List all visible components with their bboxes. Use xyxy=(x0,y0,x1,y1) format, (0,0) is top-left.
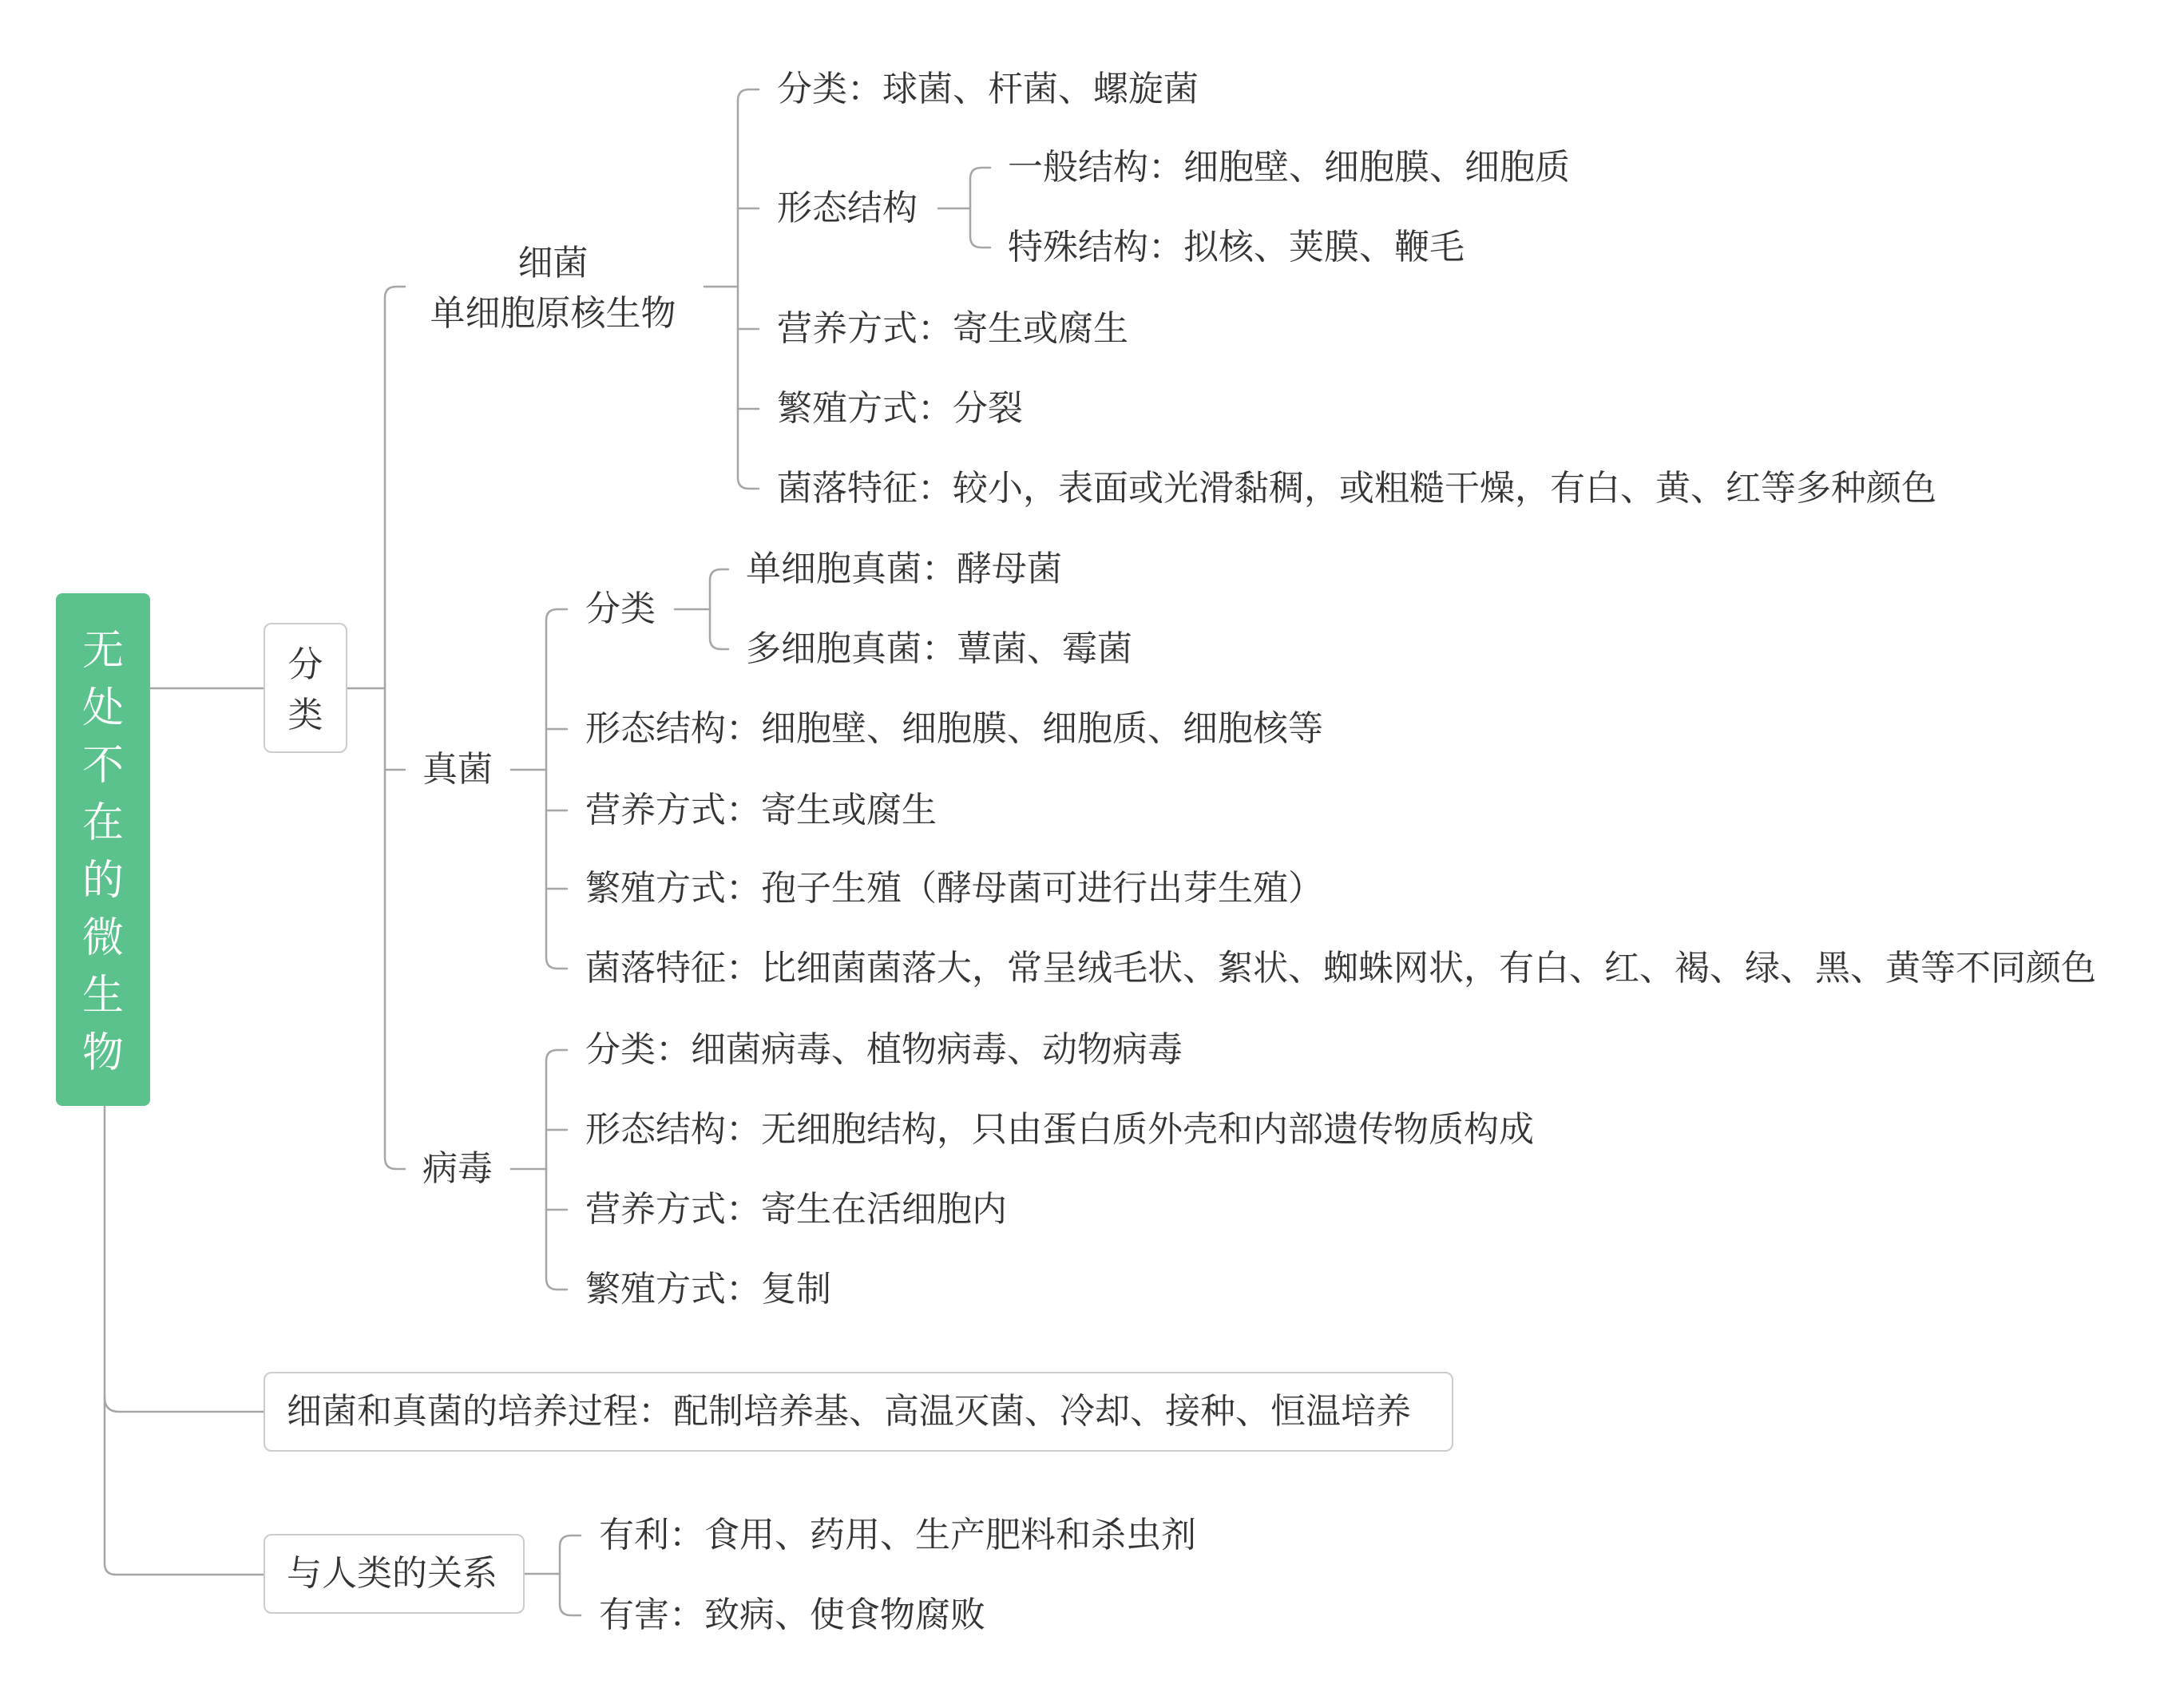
root-title: 无处不在的微生物 xyxy=(82,627,125,1077)
bracket-bacteria-structure xyxy=(970,168,990,248)
bacteria-subtitle: 单细胞原核生物 xyxy=(430,293,676,334)
virus-structure: 形态结构：无细胞结构，只由蛋白质外壳和内部遗传物质构成 xyxy=(585,1109,1534,1150)
fungi-reproduction: 繁殖方式：孢子生殖（酵母菌可进行出芽生殖） xyxy=(585,868,1323,909)
bacteria-colony: 菌落特征：较小，表面或光滑黏稠，或粗糙干燥，有白、黄、红等多种颜色 xyxy=(777,468,1936,509)
relation-harm: 有害：致病、使食物腐败 xyxy=(599,1595,985,1635)
virus-nutrition: 营养方式：寄生在活细胞内 xyxy=(585,1189,1007,1230)
bracket-classification xyxy=(385,287,405,1169)
classification-node xyxy=(264,623,347,753)
fungi-multicellular: 多细胞真菌：蕈菌、霉菌 xyxy=(746,628,1132,669)
fungi-classification-label: 分类 xyxy=(585,588,656,629)
relation-label: 与人类的关系 xyxy=(287,1553,497,1594)
fungi-nutrition: 营养方式：寄生或腐生 xyxy=(585,790,937,830)
fungi-structure: 形态结构：细胞壁、细胞膜、细胞质、细胞核等 xyxy=(585,708,1323,749)
connector-root-culture xyxy=(105,1397,264,1412)
relation-benefit: 有利：食用、药用、生产肥料和杀虫剂 xyxy=(599,1515,1196,1555)
bacteria-structure-label: 形态结构 xyxy=(777,188,918,228)
virus-name: 病毒 xyxy=(422,1148,493,1189)
bacteria-reproduction: 繁殖方式：分裂 xyxy=(777,388,1023,429)
bracket-fungi-classification xyxy=(710,569,728,649)
virus-reproduction: 繁殖方式：复制 xyxy=(585,1269,831,1310)
bacteria-structure-special: 特殊结构：拟核、荚膜、鞭毛 xyxy=(1008,227,1465,267)
bacteria-structure-general: 一般结构：细胞壁、细胞膜、细胞质 xyxy=(1008,147,1570,188)
root-node xyxy=(56,593,150,1106)
culture-node xyxy=(264,1372,1453,1452)
virus-classification: 分类：细菌病毒、植物病毒、动物病毒 xyxy=(585,1029,1183,1070)
bracket-fungi xyxy=(546,609,567,969)
relation-node xyxy=(264,1534,525,1614)
culture-text: 细菌和真菌的培养过程：配制培养基、高温灭菌、冷却、接种、恒温培养 xyxy=(287,1391,1411,1432)
bracket-bacteria xyxy=(738,89,759,489)
fungi-unicellular: 单细胞真菌：酵母菌 xyxy=(746,549,1062,589)
fungi-colony: 菌落特征：比细菌菌落大，常呈绒毛状、絮状、蜘蛛网状，有白、红、褐、绿、黑、黄等不同颜色 xyxy=(585,948,2096,989)
bacteria-classification: 分类：球菌、杆菌、螺旋菌 xyxy=(777,69,1199,109)
bacteria-nutrition: 营养方式：寄生或腐生 xyxy=(777,308,1128,349)
bacteria-name: 细菌 xyxy=(517,243,589,283)
classification-label: 分类 xyxy=(287,644,323,735)
bracket-relation xyxy=(560,1535,581,1615)
bracket-virus xyxy=(546,1050,567,1290)
connector-root-trunk xyxy=(105,1106,264,1575)
fungi-name: 真菌 xyxy=(422,749,493,790)
